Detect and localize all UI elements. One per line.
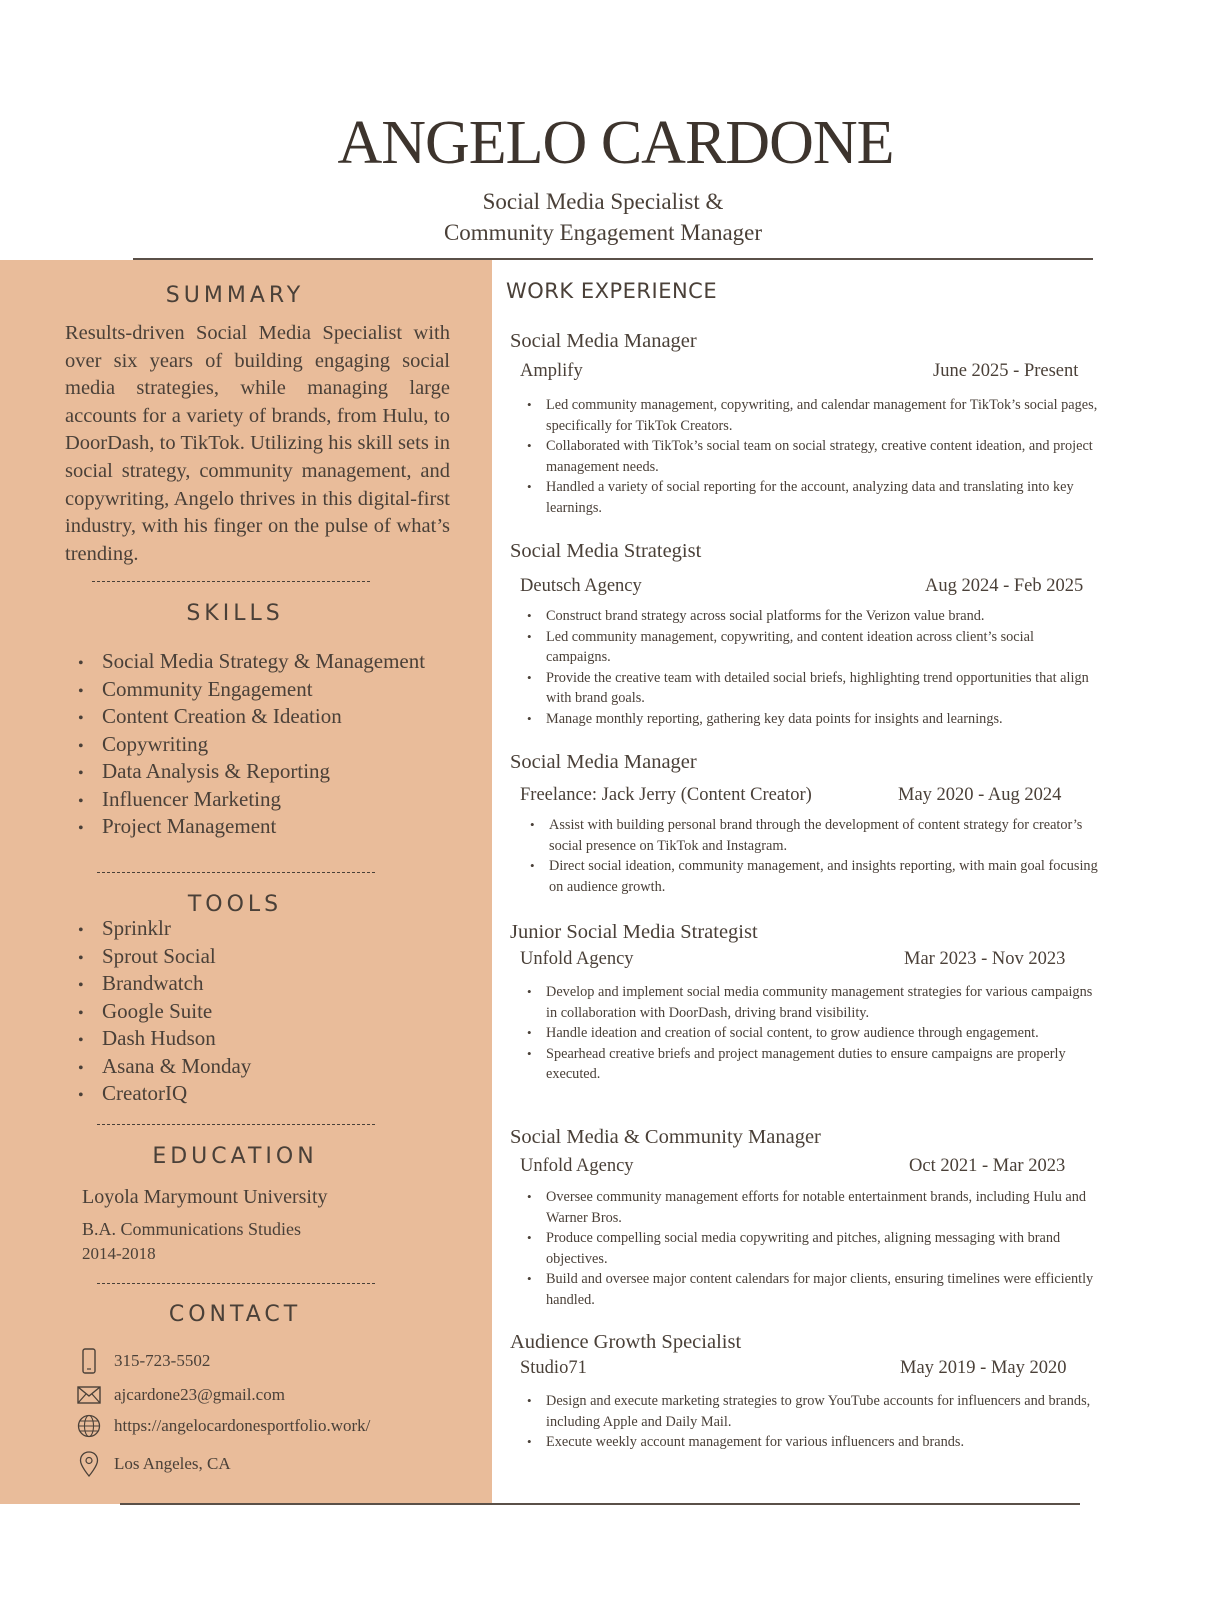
phone-number: 315-723-5502 — [114, 1351, 211, 1370]
job-dates: Aug 2024 - Feb 2025 — [925, 576, 1084, 596]
education-years: 2014-2018 — [82, 1244, 156, 1263]
skills-list — [78, 648, 425, 841]
summary-heading: SUMMARY — [165, 283, 305, 308]
job-dates: June 2025 - Present — [933, 361, 1079, 381]
skill-item: • Project Management — [78, 813, 425, 841]
job-bullet: • Develop and implement social media community management strategies for various campaigns in collaboration with DoorDash, driving brand visibility. — [546, 982, 1100, 1023]
job-company: Deutsch Agency — [520, 576, 642, 596]
tool-item: • CreatorIQ — [78, 1080, 251, 1108]
job-entry — [510, 1125, 1100, 1310]
contact-location — [76, 1451, 231, 1477]
candidate-name: ANGELO CARDONE — [337, 109, 894, 177]
job-bullet: • Provide the creative team with detailed social briefs, highlighting trend opportunities that align with brand goals. — [546, 668, 1100, 709]
footer-divider — [120, 1503, 1080, 1505]
job-company: Amplify — [520, 361, 583, 381]
job-dates: May 2020 - Aug 2024 — [898, 785, 1062, 805]
job-bullet: • Handle ideation and creation of social content, to grow audience through engagement. — [546, 1023, 1100, 1044]
website-link[interactable]: https://angelocardonesportfolio.work/ — [114, 1416, 371, 1435]
tool-item: • Sprout Social — [78, 943, 251, 971]
job-bullet: • Direct social ideation, community management, and insights reporting, with main goal focusing on audience growth. — [549, 856, 1100, 897]
skill-item: • Community Engagement — [78, 676, 425, 704]
job-entry — [510, 539, 1100, 729]
tool-item: • Asana & Monday — [78, 1053, 251, 1081]
skill-item: • Content Creation & Ideation — [78, 703, 425, 731]
job-bullet: • Design and execute marketing strategies to grow YouTube accounts for influencers and brands, including Apple and Daily Mail. — [546, 1391, 1100, 1432]
skills-heading: SKILLS — [186, 601, 284, 626]
tool-item: • Brandwatch — [78, 970, 251, 998]
tool-item: • Google Suite — [78, 998, 251, 1026]
title-line-2: Community Engagement Manager — [443, 220, 763, 245]
job-entry — [510, 329, 1100, 518]
job-title: Junior Social Media Strategist — [510, 921, 758, 943]
tool-item: • Sprinklr — [78, 915, 251, 943]
globe-icon — [76, 1413, 102, 1439]
job-company: Unfold Agency — [520, 1156, 634, 1176]
mail-icon — [76, 1382, 102, 1408]
job-dates: Oct 2021 - Mar 2023 — [909, 1156, 1066, 1176]
job-title: Social Media Manager — [510, 751, 697, 773]
email-address[interactable]: ajcardone23@gmail.com — [114, 1385, 285, 1404]
job-company: Freelance: Jack Jerry (Content Creator) — [520, 785, 812, 805]
job-bullet: • Assist with building personal brand through the development of content strategy for creator’s social presence on TikTok and Instagram. — [549, 815, 1100, 856]
job-company: Unfold Agency — [520, 949, 634, 969]
location-pin-icon — [76, 1451, 102, 1477]
contact-website — [76, 1413, 370, 1439]
job-bullet: • Produce compelling social media copywriting and pitches, aligning messaging with brand objectives. — [546, 1228, 1100, 1269]
skill-item: • Data Analysis & Reporting — [78, 758, 425, 786]
job-dates: May 2019 - May 2020 — [900, 1358, 1067, 1378]
job-bullet: • Manage monthly reporting, gathering key data points for insights and learnings. — [546, 709, 1100, 730]
phone-icon — [76, 1348, 102, 1374]
contact-heading: CONTACT — [168, 1302, 302, 1327]
skill-item: • Copywriting — [78, 731, 425, 759]
job-title: Social Media Manager — [510, 330, 697, 352]
job-title: Social Media & Community Manager — [510, 1126, 821, 1148]
section-divider — [97, 1283, 375, 1284]
job-bullet: • Execute weekly account management for various influencers and brands. — [546, 1432, 1100, 1453]
job-bullet: • Oversee community management efforts for notable entertainment brands, including Hulu and Warner Bros. — [546, 1187, 1100, 1228]
job-bullet: • Spearhead creative briefs and project management duties to ensure campaigns are properly executed. — [546, 1044, 1100, 1085]
job-bullet: • Construct brand strategy across social platforms for the Verizon value brand. — [546, 606, 1100, 627]
job-bullet: • Build and oversee major content calendars for major clients, ensuring timelines were efficiently handled. — [546, 1269, 1100, 1310]
job-entry — [510, 1330, 1100, 1453]
job-title: Audience Growth Specialist — [510, 1331, 742, 1353]
tool-item: • Dash Hudson — [78, 1025, 251, 1053]
tools-heading: TOOLS — [187, 892, 283, 917]
skill-item: • Influencer Marketing — [78, 786, 425, 814]
contact-phone — [76, 1348, 210, 1374]
skill-item: • Social Media Strategy & Management — [78, 648, 425, 676]
summary-text: Results-driven Social Media Specialist with over six years of building engaging social media strategies, while managing large accounts for a variety of brands, from Hulu, to DoorDash, to TikTok. Utilizing his skill sets in social strategy, community management, and copywriting, Angelo thrives in this digital-first industry, with his finger on the pulse of what’s trending. — [65, 322, 450, 565]
job-title-heading — [0, 186, 1206, 248]
school-name: Loyola Marymount University — [82, 1186, 328, 1208]
job-bullet: • Handled a variety of social reporting for the account, analyzing data and translating into key learnings. — [546, 477, 1100, 518]
section-divider — [92, 581, 370, 582]
work-experience-heading: WORK EXPERIENCE — [506, 279, 718, 303]
title-line-1: Social Media Specialist & — [482, 189, 724, 214]
job-dates: Mar 2023 - Nov 2023 — [904, 949, 1066, 969]
education-heading: EDUCATION — [152, 1144, 318, 1169]
job-bullet: • Led community management, copywriting, and content ideation across client’s social campaigns. — [546, 627, 1100, 668]
tools-list — [78, 915, 251, 1108]
section-divider — [97, 872, 375, 873]
location: Los Angeles, CA — [114, 1454, 231, 1473]
section-divider — [97, 1124, 375, 1125]
contact-email — [76, 1382, 285, 1408]
degree: B.A. Communications Studies — [82, 1219, 302, 1239]
job-bullet: • Collaborated with TikTok’s social team on social strategy, creative content ideation, and project management needs. — [546, 436, 1100, 477]
job-title: Social Media Strategist — [510, 540, 702, 562]
job-entry — [510, 750, 1100, 897]
job-entry — [510, 920, 1100, 1085]
job-company: Studio71 — [520, 1358, 587, 1378]
job-bullet: • Led community management, copywriting, and calendar management for TikTok’s social pages, specifically for TikTok Creators. — [546, 395, 1100, 436]
